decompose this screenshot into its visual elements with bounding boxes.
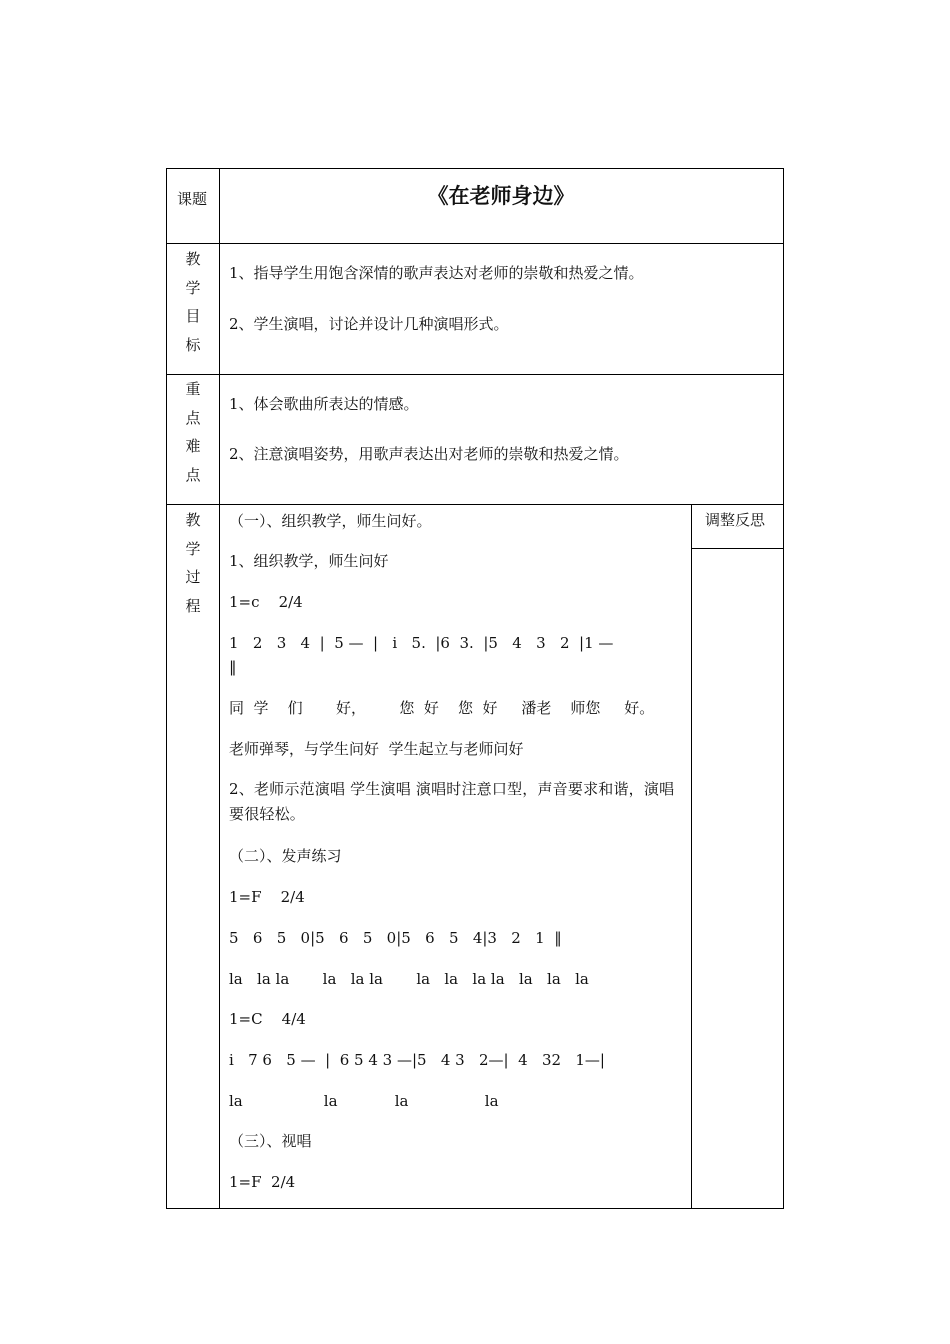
process-line: 1=F 2/4 xyxy=(229,1173,296,1191)
process-line: 1=C 4/4 xyxy=(229,1010,306,1028)
reflection-header-divider xyxy=(691,548,784,549)
process-line: 5 6 5 0|5 6 5 0|5 6 5 4|3 2 1 ‖ xyxy=(229,929,562,947)
process-line: （二）、发声练习 xyxy=(229,847,342,865)
process-line: 1=c 2/4 xyxy=(229,593,303,611)
process-line: （一）、组织教学，师生问好。 xyxy=(229,512,432,530)
process-line: i 7 6 5 — | 6 5 4 3 —|5 4 3 2—| 4 32 1—| xyxy=(229,1051,605,1069)
reflection-column-divider xyxy=(691,504,692,1209)
reflection-label: 调整反思 xyxy=(705,511,766,529)
objectives-label-char: 目 xyxy=(185,307,201,325)
process-label-char: 过 xyxy=(185,568,201,586)
key-points-label-char: 重 xyxy=(185,380,201,398)
key-points-label-char: 难 xyxy=(185,437,201,455)
objective-item: 2、学生演唱，讨论并设计几种演唱形式。 xyxy=(229,315,509,333)
objectives-label-char: 教 xyxy=(185,250,201,268)
process-label xyxy=(167,506,219,620)
process-label-char: 教 xyxy=(185,511,201,529)
objectives-label xyxy=(167,245,219,359)
process-line: 2、老师示范演唱 学生演唱 演唱时注意口型，声音要求和谐，演唱要很轻松。 xyxy=(229,780,675,823)
objectives-label-char: 标 xyxy=(185,335,201,354)
key-points-label-char: 点 xyxy=(185,465,201,484)
row-divider-1 xyxy=(166,243,784,244)
process-line: 1、组织教学，师生问好 xyxy=(229,552,389,570)
page-title: 《在老师身边》 xyxy=(427,183,575,208)
key-points-label xyxy=(167,375,219,489)
process-line: 同 学 们 好， 您 好 您 好 潘老 师您 好。 xyxy=(229,699,655,717)
row-divider-2 xyxy=(166,374,784,375)
table-border-right xyxy=(783,168,784,1209)
process-line: la la la la xyxy=(229,1092,499,1110)
key-point-item: 1、体会歌曲所表达的情感。 xyxy=(229,395,419,413)
objectives-label-char: 学 xyxy=(185,278,201,297)
process-line: 老师弹琴，与学生问好 学生起立与老师问好 xyxy=(229,740,524,758)
key-points-label-char: 点 xyxy=(185,408,201,427)
topic-label: 课题 xyxy=(177,190,208,208)
key-point-item: 2、注意演唱姿势，用歌声表达出对老师的崇敬和热爱之情。 xyxy=(229,445,629,463)
process-line: （三）、视唱 xyxy=(229,1132,312,1150)
table-border-top xyxy=(166,168,784,169)
process-line: 1=F 2/4 xyxy=(229,888,305,906)
process-line: 1 2 3 4 | 5 — | i 5. |6 3. |5 4 3 2 |1 — xyxy=(229,634,614,652)
process-label-char: 程 xyxy=(185,596,201,615)
process-line: ‖ xyxy=(229,658,237,676)
process-line: la la la la la la la la la la la la la xyxy=(229,970,589,988)
process-label-char: 学 xyxy=(185,539,201,558)
objective-item: 1、指导学生用饱含深情的歌声表达对老师的崇敬和热爱之情。 xyxy=(229,264,644,282)
table-column-divider xyxy=(219,168,220,1209)
